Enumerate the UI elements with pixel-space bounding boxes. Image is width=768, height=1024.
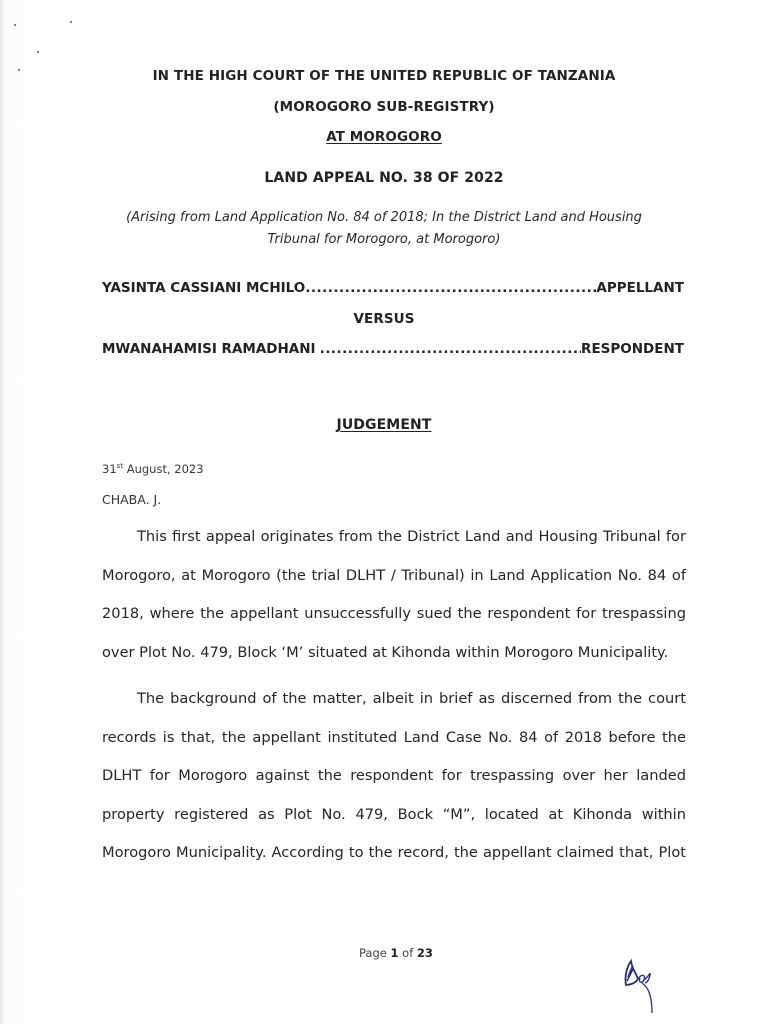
scan-speck — [70, 21, 72, 23]
arising-from-line1: (Arising from Land Application No. 84 of 2018; In the District Land and Housing — [126, 210, 642, 225]
registry-heading — [0, 99, 768, 115]
paragraph-1-text: This first appeal originates from the District Land and Housing Tribunal for Morogoro, at Morogoro (the trial DLHT / Tribunal) in Land Application No. 84 of 2018, where the appellant unsuccessfully sued the respondent for trespassing over Plot No. 479, Block ‘M’ situated at Kihonda within Morogoro Municipality. — [102, 528, 686, 661]
scan-speck — [14, 24, 16, 26]
respondent-name: MWANAHAMISI RAMADHANI — [102, 341, 316, 357]
case-number: LAND APPEAL NO. 38 OF 2022 — [264, 170, 504, 186]
judgement-date — [102, 462, 204, 476]
leader-dots — [305, 280, 596, 296]
body-paragraph-2 — [102, 680, 686, 873]
appellant-line — [102, 280, 684, 296]
page-current: 1 — [390, 946, 399, 960]
page-total: 23 — [416, 946, 433, 960]
scan-speck — [37, 51, 39, 53]
registry-text: (MOROGORO SUB-REGISTRY) — [273, 99, 495, 115]
date-rest: August, 2023 — [123, 462, 204, 476]
handwritten-initials-icon — [618, 955, 678, 1015]
page-of: of — [398, 946, 417, 960]
appellant-role: APPELLANT — [596, 280, 684, 296]
respondent-line — [102, 341, 684, 357]
date-day: 31 — [102, 462, 117, 476]
date-suffix: st — [116, 462, 124, 471]
page-number — [359, 946, 433, 960]
arising-from-line2: Tribunal for Morogoro, at Morogoro) — [267, 232, 501, 247]
leader-dots — [316, 341, 581, 357]
versus-label: VERSUS — [353, 311, 415, 327]
body-paragraph-1 — [102, 518, 686, 672]
judge-name: CHABA. J. — [102, 492, 162, 507]
appellant-name: YASINTA CASSIANI MCHILO — [102, 280, 306, 296]
respondent-role: RESPONDENT — [581, 341, 684, 357]
paragraph-2-text: The background of the matter, albeit in brief as discerned from the court records is that, the appellant instituted Land Case No. 84 of 2018 before the DLHT for Morogoro against the respondent for trespassing over her landed property registered as Plot No. 479, Bock “M”, located at Kihonda within Morogoro Municipality. According to the record, the appellant claimed that, Plot — [102, 690, 686, 861]
judgement-heading — [0, 417, 768, 433]
location-text: AT MOROGORO — [326, 129, 442, 145]
location-heading — [0, 129, 768, 145]
page-label: Page — [359, 946, 391, 960]
court-heading: IN THE HIGH COURT OF THE UNITED REPUBLIC OF TANZANIA — [152, 68, 616, 84]
judgement-title: JUDGEMENT — [336, 417, 432, 433]
